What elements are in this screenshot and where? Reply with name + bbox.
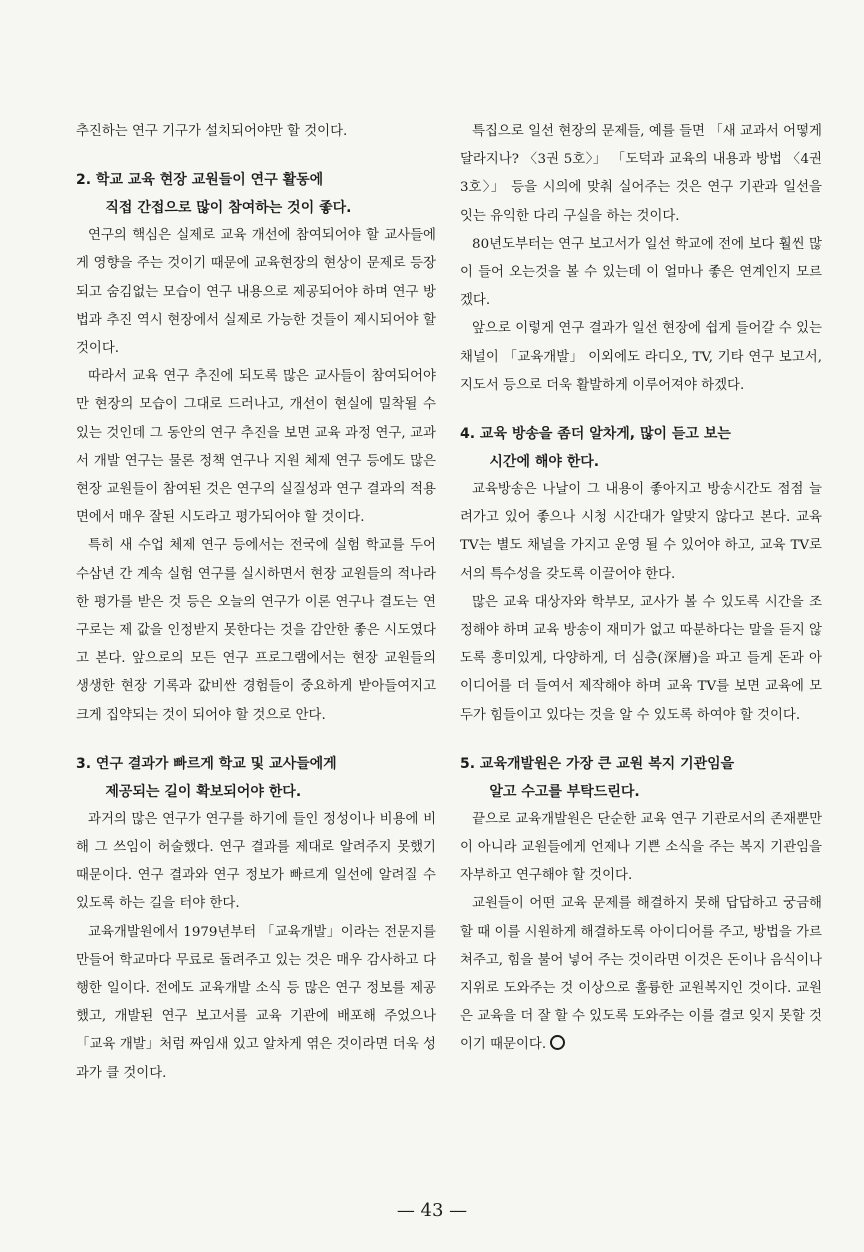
section-3-title-line1: 3. 연구 결과가 빠르게 학교 및 교사들에게	[76, 755, 337, 772]
section-5-heading	[460, 750, 822, 806]
section-2-paragraph-2: 따라서 교육 연구 추진에 되도록 많은 교사들이 참여되어야만 현장의 모습이 그대로 드러나고, 개선이 현실에 밀착될 수 있는 것인데 그 동안의 연구 추진을 보면 교육 과정 연구, 교과서 개발 연구는 물론 정책 연구나 지원 체제 연구 등에도 많은 현장 교원들이 참여된 것은 연구의 실질성과 연구 결과의 적용면에서 매우 잘된 시도라고 평가되어야 할 것이다.	[76, 369, 436, 526]
section-3-heading	[76, 750, 436, 806]
section-3	[76, 750, 436, 1088]
intro-paragraph: 추진하는 연구 기구가 설치되어야만 할 것이다.	[76, 124, 348, 139]
section-2-title-line1: 2. 학교 교육 현장 교원들이 연구 활동에	[76, 172, 324, 189]
section-2-title-line2: 직접 간접으로 많이 참여하는 것이 좋다.	[105, 200, 352, 217]
section-3-paragraph-1: 과거의 많은 연구가 연구를 하기에 들인 정성이나 비용에 비해 그 쓰임이 허술했다. 연구 결과를 제대로 알려주지 못했기 때문이다. 연구 결과와 연구 정보가 빠르게 일선에 알려질 수 있도록 하는 길을 터야 한다.	[76, 811, 436, 912]
section-4	[460, 420, 822, 730]
section-3-title-line2: 제공되는 길이 확보되어야 한다.	[105, 783, 302, 800]
section-4-heading	[460, 420, 822, 476]
section-2-paragraph-3: 특히 새 수업 체제 연구 등에서는 전국에 실험 학교를 두어 수삼년 간 계속 실험 연구를 실시하면서 현장 교원들의 적나라한 평가를 받은 것 등은 오늘의 연구가 이론 연구나 결도는 연구로는 제 값을 인정받지 못한다는 것을 감안한 좋은 시도였다고 본다. 앞으로의 모든 연구 프로그램에서는 현장 교원들의 생생한 현장 기록과 값비싼 경험들이 중요하게 받아들여지고 크게 집약되는 것이 되어야 할 것으로 안다.	[76, 538, 436, 723]
section-5-title-line1: 5. 교육개발원은 가장 큰 교원 복지 기관임을	[460, 755, 735, 772]
section-4-title-line1: 4. 교육 방송을 좀더 알차게, 많이 듣고 보는	[460, 426, 731, 443]
section-5-paragraph-2-text: 교원들이 어떤 교육 문제를 해결하지 못해 답답하고 궁금해 할 때 이를 시원하게 해결하도록 아이디어를 주고, 방법을 가르쳐주고, 힘을 불어 넣어 주는 것이라면 이것은 돈이나 음식이나 지위로 도와주는 것 이상으로 훌륭한 교원복지인 것이다. 교원은 교육을 더 잘 할 수 있도록 도와주는 이를 결코 잊지 못할 것이기 때문이다.	[460, 896, 822, 1053]
section-4-title-line2: 시간에 해야 한다.	[489, 454, 600, 471]
section-3-paragraph-2: 교육개발원에서 1979년부터 「교육개발」이라는 전문지를 만들어 학교마다 무료로 돌려주고 있는 것은 매우 감사하고 다행한 일이다. 전에도 교육개발 소식 등 많은 연구 정보를 제공했고, 개발된 연구 보고서를 교육 기관에 배포해 주었으나 「교육 개발」처럼 짜임새 있고 알차게 엮은 것이라면 더욱 성과가 클 것이다.	[76, 924, 436, 1081]
section-5-paragraph-1: 끝으로 교육개발원은 단순한 교육 연구 기관로서의 존재뿐만이 아니라 교원들에게 언제나 기쁜 소식을 주는 복지 기관임을 자부하고 연구해야 할 것이다.	[460, 811, 822, 884]
page-number: — 43 —	[396, 1200, 468, 1221]
section-2-heading	[76, 166, 436, 222]
section-2-paragraph-1: 연구의 핵심은 실제로 교육 개선에 참여되어야 할 교사들에게 영향을 주는 것이기 때문에 교육현장의 현상이 문제로 등장되고 숨김없는 모습이 연구 내용으로 제공되어야 하며 연구 방법과 추진 역시 현장에서 실제로 가능한 것들이 제시되어야 할 것이다.	[76, 228, 436, 357]
section-5-title-line2: 알고 수고를 부탁드린다.	[489, 783, 640, 800]
section-4-paragraph-2: 많은 교육 대상자와 학부모, 교사가 볼 수 있도록 시간을 조정해야 하며 교육 방송이 재미가 없고 따분하다는 말을 듣지 않도록 흥미있게, 다양하게, 더 심층(深層)을 파고 들게 돈과 아이디어를 더 들여서 제작해야 하며 교육 TV를 보면 교육에 모두가 힘들이고 있다는 것을 알 수 있도록 하여야 할 것이다.	[460, 594, 822, 723]
section-4-paragraph-1: 교육방송은 나날이 그 내용이 좋아지고 방송시간도 점점 늘려가고 있어 좋으나 시청 시간대가 알맞지 않다고 본다. 교육 TV는 별도 채널을 가지고 운영 될 수 있어야 하고, 교육 TV로서의 특수성을 갖도록 이끌어야 한다.	[460, 482, 822, 582]
section-5	[460, 750, 822, 1060]
section-5-paragraph-2	[460, 890, 822, 1059]
right-paragraph-1: 특집으로 일선 현장의 문제들, 예를 들면 「새 교과서 어떻게 달라지나? 〈3권 5호〉」 「도덕과 교육의 내용과 방법 〈4권 3호〉」 등을 시의에 맞춰 실어주는 것은 연구 기관과 일선을 잇는 유익한 다리 구실을 하는 것이다.	[460, 124, 822, 224]
end-mark-circle-icon	[550, 1035, 565, 1050]
section-2	[76, 166, 436, 730]
right-paragraph-3: 앞으로 이렇게 연구 결과가 일선 현장에 쉽게 들어갈 수 있는 채널이 「교육개발」 이외에도 라디오, TV, 기타 연구 보고서, 지도서 등으로 더욱 활발하게 이루어져야 하겠다.	[460, 321, 822, 393]
right-paragraph-2: 80년도부터는 연구 보고서가 일선 학교에 전에 보다 훨씬 많이 들어 오는것을 볼 수 있는데 이 얼마나 좋은 연계인지 모르겠다.	[460, 236, 822, 309]
right-column	[460, 118, 822, 1060]
left-column	[76, 118, 436, 1088]
